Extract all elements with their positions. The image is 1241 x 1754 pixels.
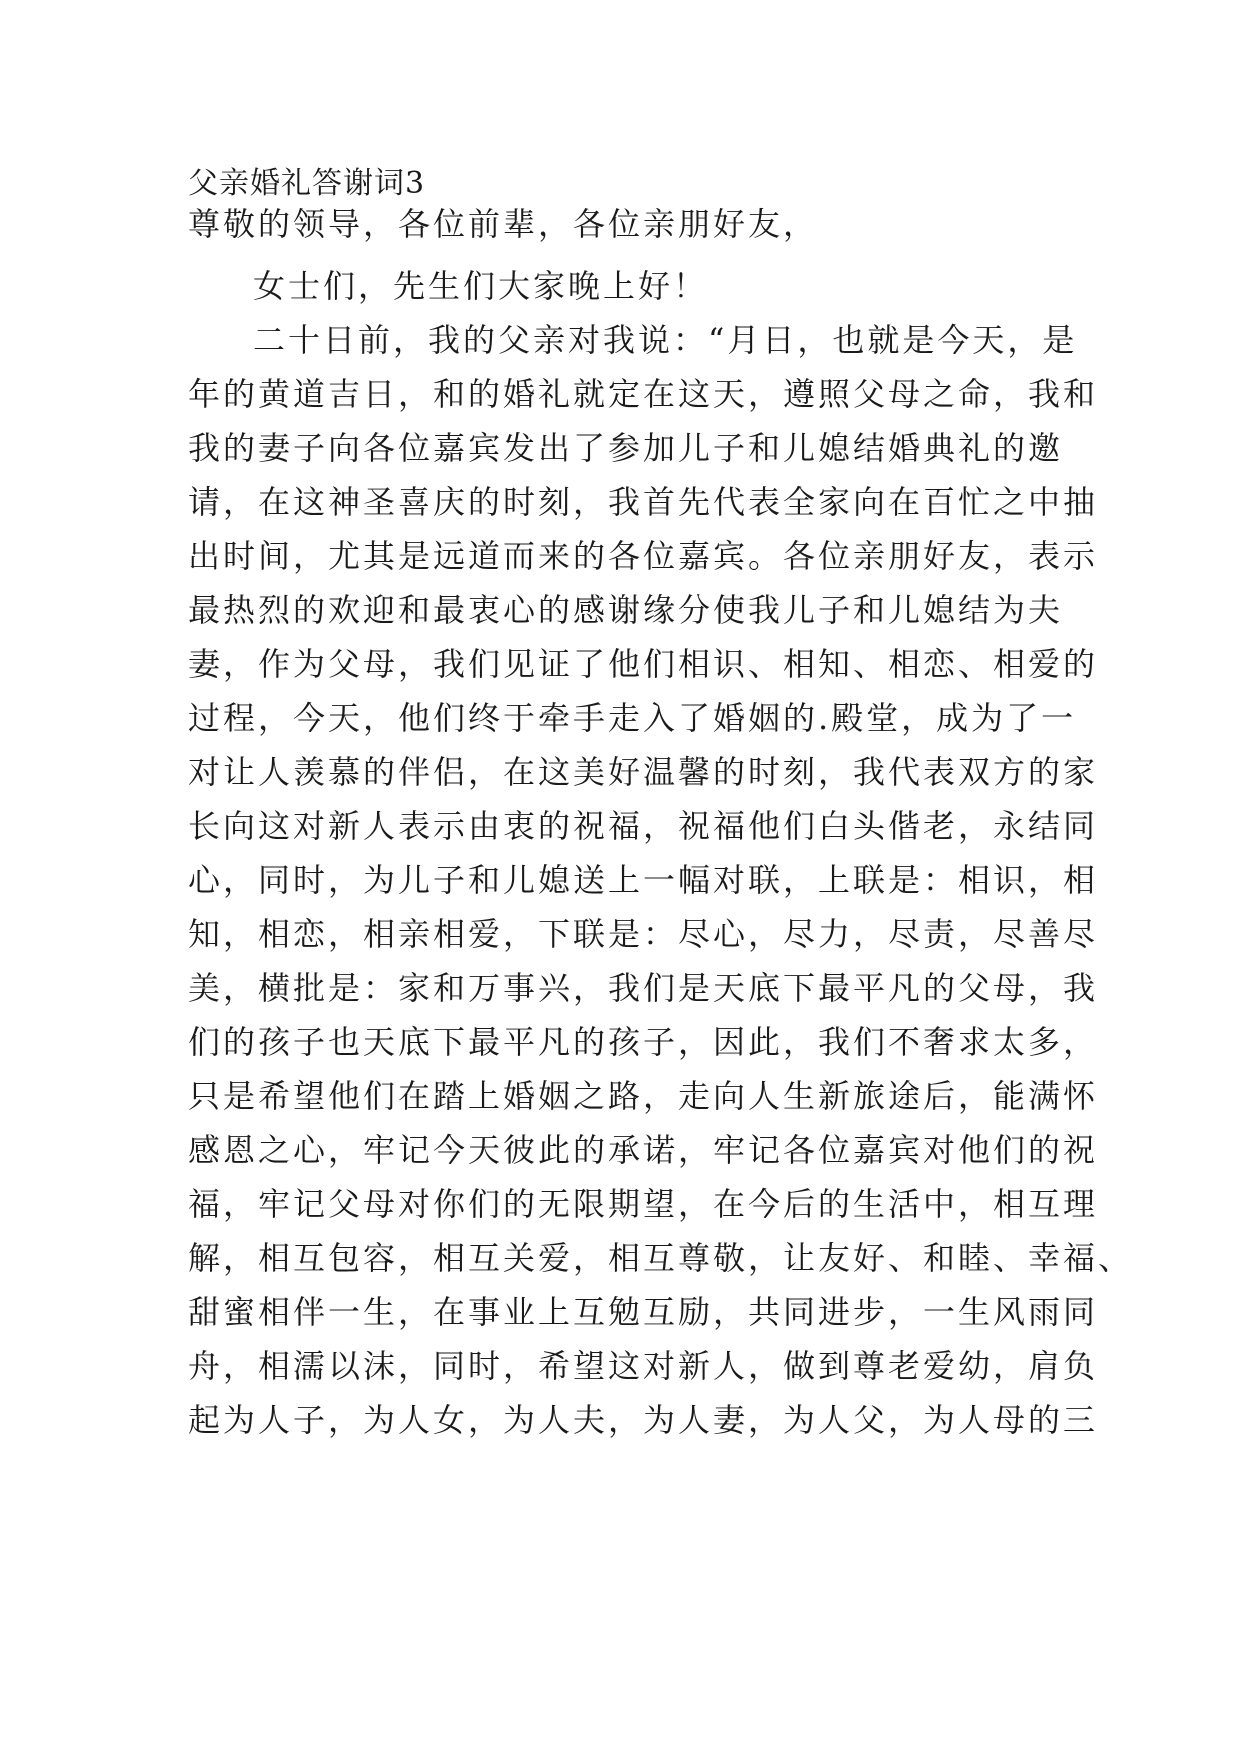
text-line: 心，同时，为儿子和儿媳送上一幅对联，上联是：相识，相 — [188, 861, 1099, 899]
document-title: 父亲婚礼答谢词3 — [188, 166, 426, 201]
text-line: 起为人子，为人女，为人夫，为人妻，为人父，为人母的三 — [188, 1401, 1099, 1439]
text-line: 美，横批是：家和万事兴，我们是天底下最平凡的父母，我 — [188, 969, 1099, 1007]
text-line-salutation: 尊敬的领导，各位前辈，各位亲朋好友， — [188, 205, 819, 243]
text-line: 最热烈的欢迎和最衷心的感谢缘分使我儿子和儿媳结为夫 — [188, 591, 1064, 629]
text-line: 过程，今天，他们终于牵手走入了婚姻的.殿堂，成为了一 — [188, 699, 1077, 737]
text-line: 妻，作为父母，我们见证了他们相识、相知、相恋、相爱的 — [188, 645, 1099, 683]
text-line: 知，相恋，相亲相爱，下联是：尽心，尽力，尽责，尽善尽 — [188, 915, 1099, 953]
text-line: 长向这对新人表示由衷的祝福，祝福他们白头偕老，永结同 — [188, 807, 1099, 845]
text-line: 只是希望他们在踏上婚姻之路，走向人生新旅途后，能满怀 — [188, 1077, 1099, 1115]
text-line: 请，在这神圣喜庆的时刻，我首先代表全家向在百忙之中抽 — [188, 483, 1099, 521]
text-line: 感恩之心，牢记今天彼此的承诺，牢记各位嘉宾对他们的祝 — [188, 1131, 1099, 1169]
text-line: 出时间，尤其是远道而来的各位嘉宾。各位亲朋好友，表示 — [188, 537, 1099, 575]
text-line-greeting: 女士们，先生们大家晚上好！ — [253, 267, 709, 305]
text-line: 年的黄道吉日，和的婚礼就定在这天，遵照父母之命，我和 — [188, 375, 1099, 413]
text-line: 解，相互包容，相互关爱，相互尊敬，让友好、和睦、幸福、 — [188, 1239, 1134, 1277]
text-line: 我的妻子向各位嘉宾发出了参加儿子和儿媳结婚典礼的邀 — [188, 429, 1064, 467]
text-line: 舟，相濡以沫，同时，希望这对新人，做到尊老爱幼，肩负 — [188, 1347, 1099, 1385]
text-line: 们的孩子也天底下最平凡的孩子，因此，我们不奢求太多， — [188, 1023, 1099, 1061]
text-line: 对让人羡慕的伴侣，在这美好温馨的时刻，我代表双方的家 — [188, 753, 1099, 791]
text-line: 福，牢记父母对你们的无限期望，在今后的生活中，相互理 — [188, 1185, 1099, 1223]
text-line: 二十日前，我的父亲对我说：“月日，也就是今天，是 — [253, 321, 1078, 359]
text-line: 甜蜜相伴一生，在事业上互勉互励，共同进步，一生风雨同 — [188, 1293, 1099, 1331]
